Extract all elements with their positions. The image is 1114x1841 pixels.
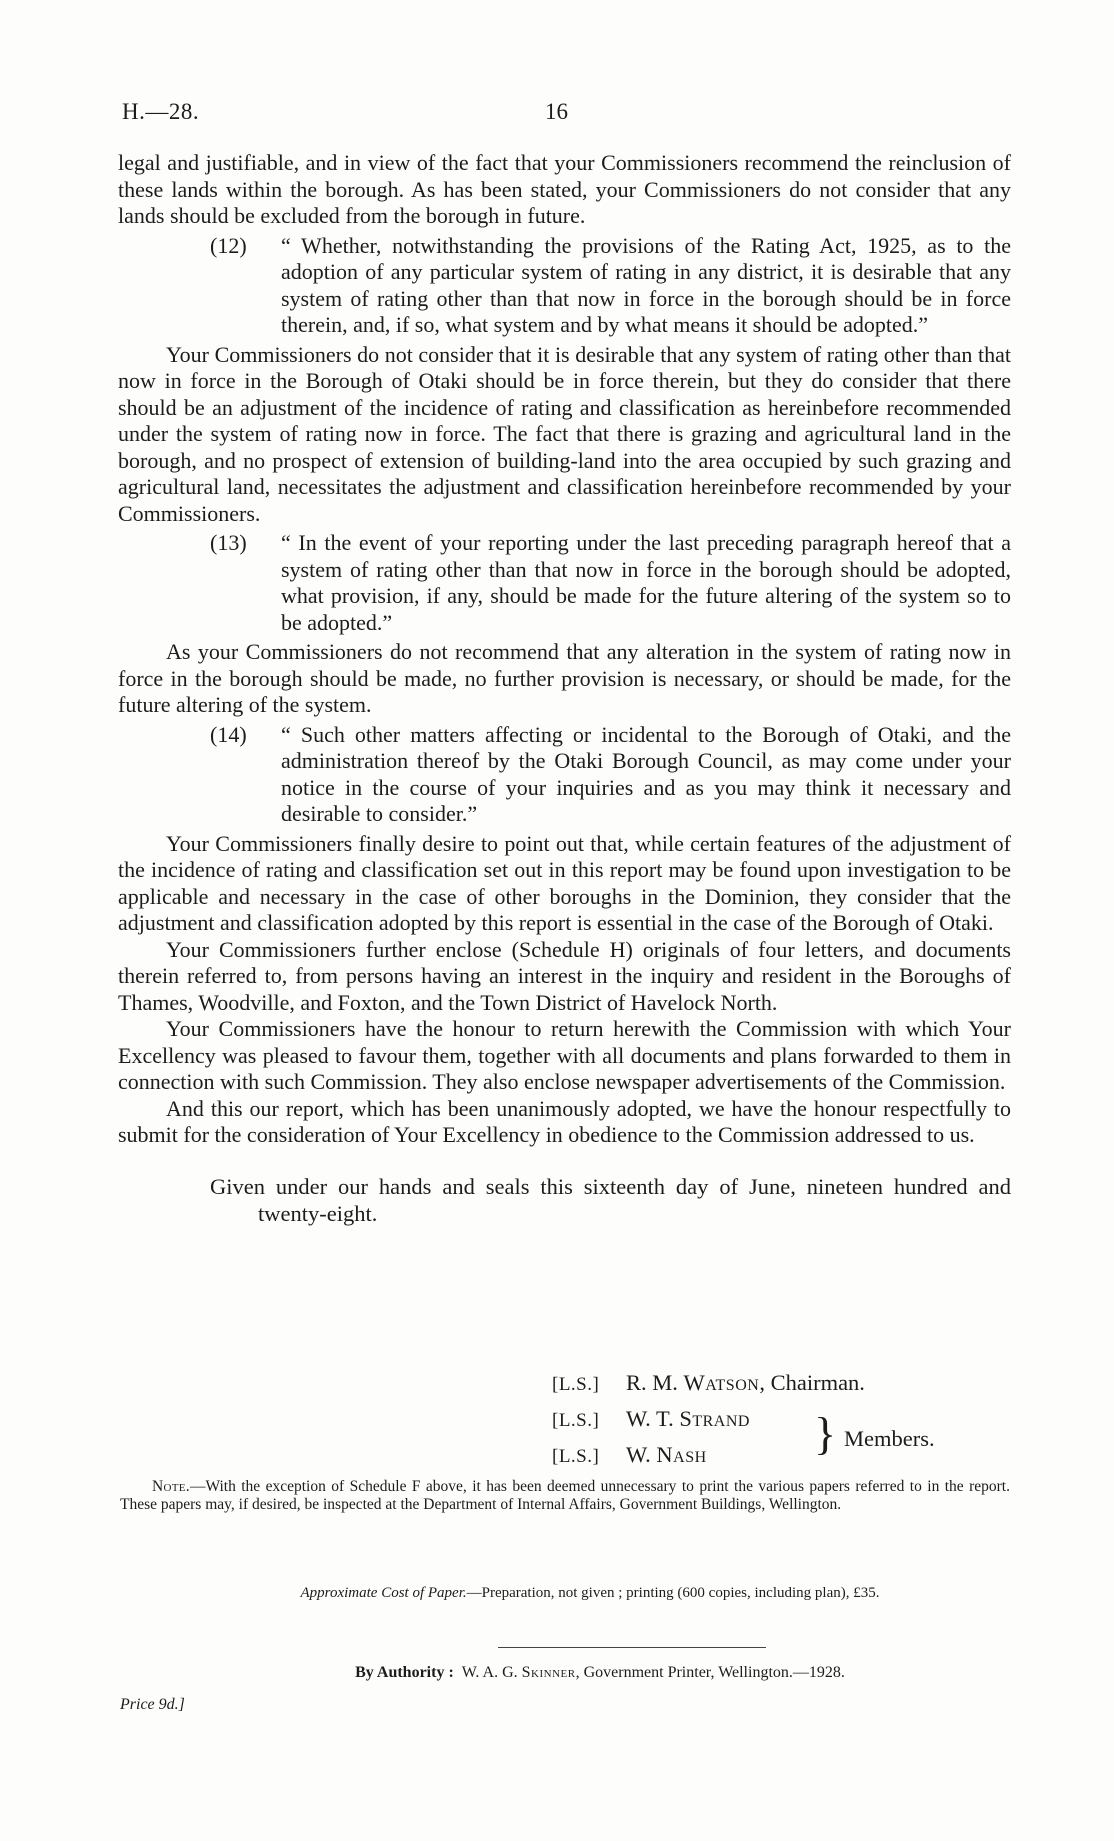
printer-name: Skinner xyxy=(521,1664,576,1681)
signature-member-1 xyxy=(552,1406,750,1432)
question-12-text: “ Whether, notwithstanding the provisions of the Rating Act, 1925, as to the adoption of any particular system of rating in any district, it is desirable that any system of rating other than that now in force in the borough should be in force therein, and, if so, what system and by what means it should be adopted.” xyxy=(281,232,1011,337)
seal-mark: [L.S.] xyxy=(552,1374,600,1395)
note-text: —With the exception of Schedule F above, it has been deemed unnecessary to print the various papers referred to in the report. These papers may, if desired, be inspected at the Department of Internal Affairs, Government Buildings, Wellington. xyxy=(120,1478,1010,1513)
report-body xyxy=(118,150,1011,1227)
question-14 xyxy=(210,722,1011,828)
signatory-surname: Nash xyxy=(656,1442,707,1467)
members-label: Members. xyxy=(844,1426,935,1451)
signatory-initials: W. xyxy=(626,1442,651,1467)
question-13-number: (13) xyxy=(210,530,247,555)
answer-13: As your Commissioners do not recommend that any alteration in the system of rating now in force in the borough should be made, no further provision is necessary, or should be made, for the future altering of the system. xyxy=(118,639,1011,717)
question-14-number: (14) xyxy=(210,721,247,747)
signatory-initials: R. M. xyxy=(626,1370,678,1395)
note-label: Note. xyxy=(152,1478,190,1495)
question-13-text: “ In the event of your reporting under the last preceding paragraph hereof that a system of rating other than that now in force in the borough should be adopted, what provision, if any, should be made for the future altering of the system so to be adopted.” xyxy=(281,530,1011,635)
signature-chairman xyxy=(552,1370,865,1396)
signatory-initials: W. T. xyxy=(626,1406,674,1431)
seal-mark: [L.S.] xyxy=(552,1446,600,1467)
given-under-hands: Given under our hands and seals this sixteenth day of June, nineteen hundred and twenty-eight. xyxy=(210,1173,1011,1226)
signatory-surname: Watson xyxy=(683,1370,760,1395)
cost-label: Approximate Cost of Paper. xyxy=(300,1585,467,1601)
printer-initials: W. A. G. xyxy=(461,1664,518,1681)
cost-text: —Preparation, not given ; printing (600 copies, including plan), £35. xyxy=(466,1585,880,1601)
question-14-text: “ Such other matters affecting or incidental to the Borough of Otaki, and the administration thereof by the Otaki Borough Council, as may come under your notice in the course of your inquiries and as you may think it necessary and desirable to consider.” xyxy=(281,721,1011,826)
price: Price 9d.] xyxy=(120,1696,185,1713)
question-13 xyxy=(210,530,1011,636)
divider-rule xyxy=(498,1647,766,1648)
printer-imprint xyxy=(200,1664,1000,1682)
footnote xyxy=(120,1478,1010,1514)
submission-paragraph: And this our report, which has been unanimously adopted, we have the honour respectfully to submit for the consideration of Your Excellency in obedience to the Commission addressed to us. xyxy=(118,1095,1011,1147)
paragraph-continuation: legal and justifiable, and in view of the fact that your Commissioners recommend the reinclusion of these lands within the borough. As has been stated, your Commissioners do not consider that any lands should be excluded from the borough in future. xyxy=(118,150,1011,228)
authority-label: By Authority : xyxy=(355,1664,454,1681)
page-number: 16 xyxy=(545,99,568,124)
question-12-number: (12) xyxy=(210,232,247,258)
signature-member-2 xyxy=(552,1442,707,1468)
cost-of-paper xyxy=(250,1585,930,1602)
printer-details: , Government Printer, Wellington.—1928. xyxy=(575,1664,845,1681)
signatory-surname: Strand xyxy=(679,1406,750,1431)
answer-12: Your Commissioners do not consider that it is desirable that any system of rating other than that now in force in the Borough of Otaki should be in force therein, but they do consider that there should be an adjustment of the incidence of rating and classification as hereinbefore recommended under the system of rating now in force. The fact that there is grazing and agricultural land in the borough, and no prospect of extension of building-land into the area occupied by such grazing and agricultural land, necessitates the adjustment and classification hereinbefore recommended by your Commissioners. xyxy=(118,341,1011,526)
question-12 xyxy=(210,233,1011,339)
members-brace: } xyxy=(814,1408,837,1459)
signatory-role: , Chairman. xyxy=(759,1370,865,1395)
enclosure-paragraph: Your Commissioners further enclose (Schedule H) originals of four letters, and documents therein referred to, from persons having an interest in the inquiry and resident in the Boroughs of Thames, Woodville, and Foxton, and the Town District of Havelock North. xyxy=(118,936,1011,1015)
document-reference: H.—28. xyxy=(122,99,200,124)
seal-mark: [L.S.] xyxy=(552,1410,600,1431)
return-commission-paragraph: Your Commissioners have the honour to return herewith the Commission with which Your Excellency was pleased to favour them, together with all documents and plans forwarded to them in connection with such Commission. They also enclose newspaper advertisements of the Commission. xyxy=(118,1016,1011,1094)
answer-14: Your Commissioners finally desire to point out that, while certain features of the adjustment of the incidence of rating and classification set out in this report may be found upon investigation to be applicable and necessary in the case of other boroughs in the Dominion, they consider that the adjustment and classification adopted by this report is essential in the case of the Borough of Otaki. xyxy=(118,830,1011,935)
